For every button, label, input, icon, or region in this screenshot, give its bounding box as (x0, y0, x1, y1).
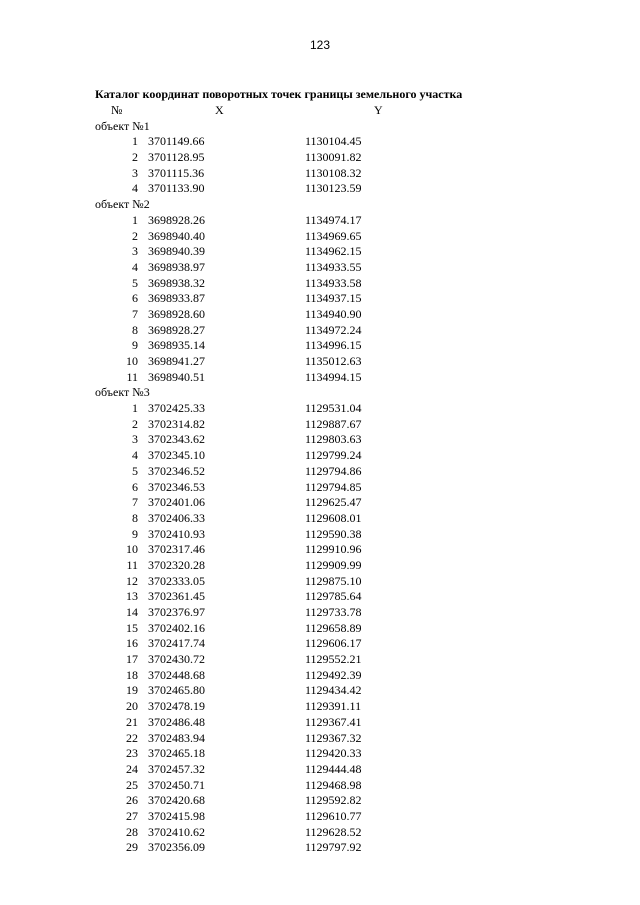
point-x: 3698928.26 (148, 212, 205, 227)
point-number: 10 (126, 542, 138, 557)
point-x: 3702401.06 (148, 495, 205, 510)
point-x: 3698938.97 (148, 259, 205, 274)
catalog-title: Каталог координат поворотных точек границы земельного участка (95, 87, 463, 101)
table-row (95, 401, 495, 417)
point-y: 1129628.52 (305, 824, 362, 839)
point-number: 6 (132, 291, 138, 306)
point-y: 1129610.77 (305, 808, 362, 823)
point-y: 1129391.11 (305, 699, 362, 714)
point-x: 3702486.48 (148, 714, 205, 729)
point-x: 3698938.32 (148, 275, 205, 290)
table-row (95, 605, 495, 621)
point-x: 3701128.95 (148, 150, 205, 165)
point-number: 29 (126, 840, 138, 855)
point-y: 1134940.90 (305, 306, 362, 321)
object-label-row (95, 197, 495, 213)
point-number: 3 (132, 165, 138, 180)
point-y: 1129606.17 (305, 636, 362, 651)
table-row (95, 370, 495, 386)
point-number: 25 (126, 777, 138, 792)
point-y: 1129367.32 (305, 730, 362, 745)
point-x: 3702317.46 (148, 542, 205, 557)
table-row (95, 166, 495, 182)
point-number: 6 (132, 479, 138, 494)
point-number: 10 (126, 354, 138, 368)
point-number: 24 (126, 761, 138, 776)
point-y: 1129592.82 (305, 793, 362, 808)
point-x: 3702345.10 (148, 448, 205, 463)
point-x: 3702410.93 (148, 526, 205, 541)
page-number: 123 (309, 38, 331, 52)
point-y: 1129420.33 (305, 746, 362, 761)
object-label-row (95, 385, 495, 401)
point-number: 19 (126, 683, 138, 698)
point-x: 3702343.62 (148, 432, 205, 447)
point-x: 3698940.40 (148, 228, 205, 243)
point-x: 3702346.53 (148, 479, 205, 494)
point-x: 3702483.94 (148, 730, 205, 745)
object-label-row (95, 119, 495, 135)
point-y: 1134974.17 (305, 212, 362, 227)
point-x: 3702314.82 (148, 416, 205, 431)
table-row (95, 229, 495, 245)
table-row (95, 276, 495, 292)
table-row (95, 699, 495, 715)
table-row (95, 323, 495, 339)
table-row (95, 793, 495, 809)
table-row (95, 636, 495, 652)
point-y: 1134933.58 (305, 275, 362, 290)
header-x: X (215, 103, 224, 117)
point-number: 4 (132, 448, 138, 463)
point-y: 1129658.89 (305, 620, 362, 635)
point-x: 3698933.87 (148, 291, 205, 306)
table-row (95, 574, 495, 590)
point-x: 3702320.28 (148, 557, 205, 572)
point-number: 16 (126, 636, 138, 651)
point-number: 14 (126, 605, 138, 619)
point-y: 1129910.96 (305, 542, 362, 557)
point-number: 28 (126, 824, 138, 839)
table-row (95, 307, 495, 323)
table-row (95, 464, 495, 480)
table-row (95, 480, 495, 496)
point-number: 2 (132, 416, 138, 431)
point-number: 1 (132, 134, 138, 149)
point-x: 3701133.90 (148, 181, 205, 196)
point-x: 3702465.18 (148, 746, 205, 761)
point-number: 23 (126, 746, 138, 761)
point-number: 27 (126, 808, 138, 823)
point-number: 11 (126, 369, 138, 384)
point-number: 26 (126, 793, 138, 808)
table-row (95, 825, 495, 841)
point-x: 3702425.33 (148, 401, 205, 416)
point-number: 2 (132, 150, 138, 165)
point-number: 4 (132, 259, 138, 274)
point-y: 1129733.78 (305, 605, 362, 619)
point-y: 1129492.39 (305, 667, 362, 682)
point-x: 3698941.27 (148, 354, 205, 368)
point-y: 1129444.48 (305, 761, 362, 776)
table-row (95, 354, 495, 370)
table-header-row (95, 103, 495, 119)
point-x: 3702417.74 (148, 636, 205, 651)
object-label: объект №1 (95, 118, 150, 133)
point-x: 3701115.36 (148, 165, 205, 180)
point-number: 5 (132, 275, 138, 290)
table-row (95, 778, 495, 794)
table-row (95, 527, 495, 543)
point-number: 11 (126, 557, 138, 572)
point-x: 3702420.68 (148, 793, 205, 808)
point-number: 15 (126, 620, 138, 635)
table-body (95, 119, 495, 856)
point-number: 20 (126, 699, 138, 714)
point-x: 3698935.14 (148, 338, 205, 353)
point-y: 1134972.24 (305, 322, 362, 337)
point-y: 1135012.63 (305, 354, 362, 368)
point-y: 1129785.64 (305, 589, 362, 604)
point-x: 3702361.45 (148, 589, 205, 604)
point-x: 3702430.72 (148, 652, 205, 667)
point-number: 5 (132, 463, 138, 478)
point-y: 1130108.32 (305, 165, 362, 180)
point-y: 1129794.85 (305, 479, 362, 494)
point-number: 3 (132, 432, 138, 447)
point-x: 3698928.60 (148, 306, 205, 321)
table-row (95, 432, 495, 448)
point-number: 2 (132, 228, 138, 243)
point-number: 8 (132, 322, 138, 337)
point-x: 3698928.27 (148, 322, 205, 337)
point-y: 1129552.21 (305, 652, 362, 667)
point-x: 3701149.66 (148, 134, 205, 149)
point-x: 3702346.52 (148, 463, 205, 478)
object-label: объект №2 (95, 197, 150, 212)
point-number: 13 (126, 589, 138, 604)
table-row (95, 558, 495, 574)
table-row (95, 589, 495, 605)
point-number: 8 (132, 510, 138, 525)
table-row (95, 731, 495, 747)
point-number: 4 (132, 181, 138, 196)
table-row (95, 542, 495, 558)
table-row (95, 762, 495, 778)
header-y: Y (374, 103, 383, 117)
table-row (95, 652, 495, 668)
table-row (95, 181, 495, 197)
header-number: № (111, 103, 123, 117)
point-y: 1134996.15 (305, 338, 362, 353)
point-number: 1 (132, 401, 138, 416)
point-y: 1134962.15 (305, 244, 362, 259)
point-y: 1129799.24 (305, 448, 362, 463)
point-x: 3702450.71 (148, 777, 205, 792)
point-x: 3702402.16 (148, 620, 205, 635)
point-y: 1129434.42 (305, 683, 362, 698)
point-x: 3702406.33 (148, 510, 205, 525)
point-number: 3 (132, 244, 138, 259)
table-row (95, 213, 495, 229)
point-y: 1130091.82 (305, 150, 362, 165)
table-row (95, 448, 495, 464)
coordinate-table (95, 103, 495, 856)
table-row (95, 417, 495, 433)
point-number: 9 (132, 526, 138, 541)
point-y: 1129468.98 (305, 777, 362, 792)
point-x: 3698940.51 (148, 369, 205, 384)
point-y: 1134937.15 (305, 291, 362, 306)
point-y: 1129590.38 (305, 526, 362, 541)
point-x: 3702448.68 (148, 667, 205, 682)
point-y: 1130123.59 (305, 181, 362, 196)
point-y: 1129797.92 (305, 840, 362, 855)
point-number: 18 (126, 667, 138, 682)
table-row (95, 715, 495, 731)
point-number: 7 (132, 495, 138, 510)
table-row (95, 746, 495, 762)
table-row (95, 338, 495, 354)
point-y: 1129887.67 (305, 416, 362, 431)
point-x: 3702478.19 (148, 699, 205, 714)
table-row (95, 244, 495, 260)
table-row (95, 809, 495, 825)
table-row (95, 495, 495, 511)
point-x: 3702356.09 (148, 840, 205, 855)
point-x: 3702333.05 (148, 573, 205, 588)
point-number: 7 (132, 306, 138, 321)
point-y: 1129625.47 (305, 495, 362, 510)
point-number: 12 (126, 573, 138, 588)
point-y: 1129909.99 (305, 557, 362, 572)
point-y: 1134969.65 (305, 228, 362, 243)
table-row (95, 260, 495, 276)
point-number: 17 (126, 652, 138, 667)
point-y: 1129531.04 (305, 401, 362, 416)
point-x: 3702376.97 (148, 605, 205, 619)
point-y: 1129794.86 (305, 463, 362, 478)
object-label: объект №3 (95, 385, 150, 400)
table-row (95, 291, 495, 307)
table-row (95, 134, 495, 150)
point-number: 1 (132, 212, 138, 227)
table-row (95, 621, 495, 637)
point-x: 3698940.39 (148, 244, 205, 259)
point-x: 3702410.62 (148, 824, 205, 839)
point-y: 1130104.45 (305, 134, 362, 149)
point-y: 1129608.01 (305, 510, 362, 525)
point-number: 9 (132, 338, 138, 353)
point-y: 1134994.15 (305, 369, 362, 384)
point-y: 1129803.63 (305, 432, 362, 447)
point-x: 3702457.32 (148, 761, 205, 776)
point-number: 22 (126, 730, 138, 745)
table-row (95, 150, 495, 166)
point-x: 3702465.80 (148, 683, 205, 698)
table-row (95, 683, 495, 699)
table-row (95, 511, 495, 527)
point-number: 21 (126, 714, 138, 729)
point-y: 1134933.55 (305, 259, 362, 274)
point-y: 1129875.10 (305, 573, 362, 588)
point-x: 3702415.98 (148, 808, 205, 823)
table-row (95, 668, 495, 684)
table-row (95, 840, 495, 856)
point-y: 1129367.41 (305, 714, 362, 729)
